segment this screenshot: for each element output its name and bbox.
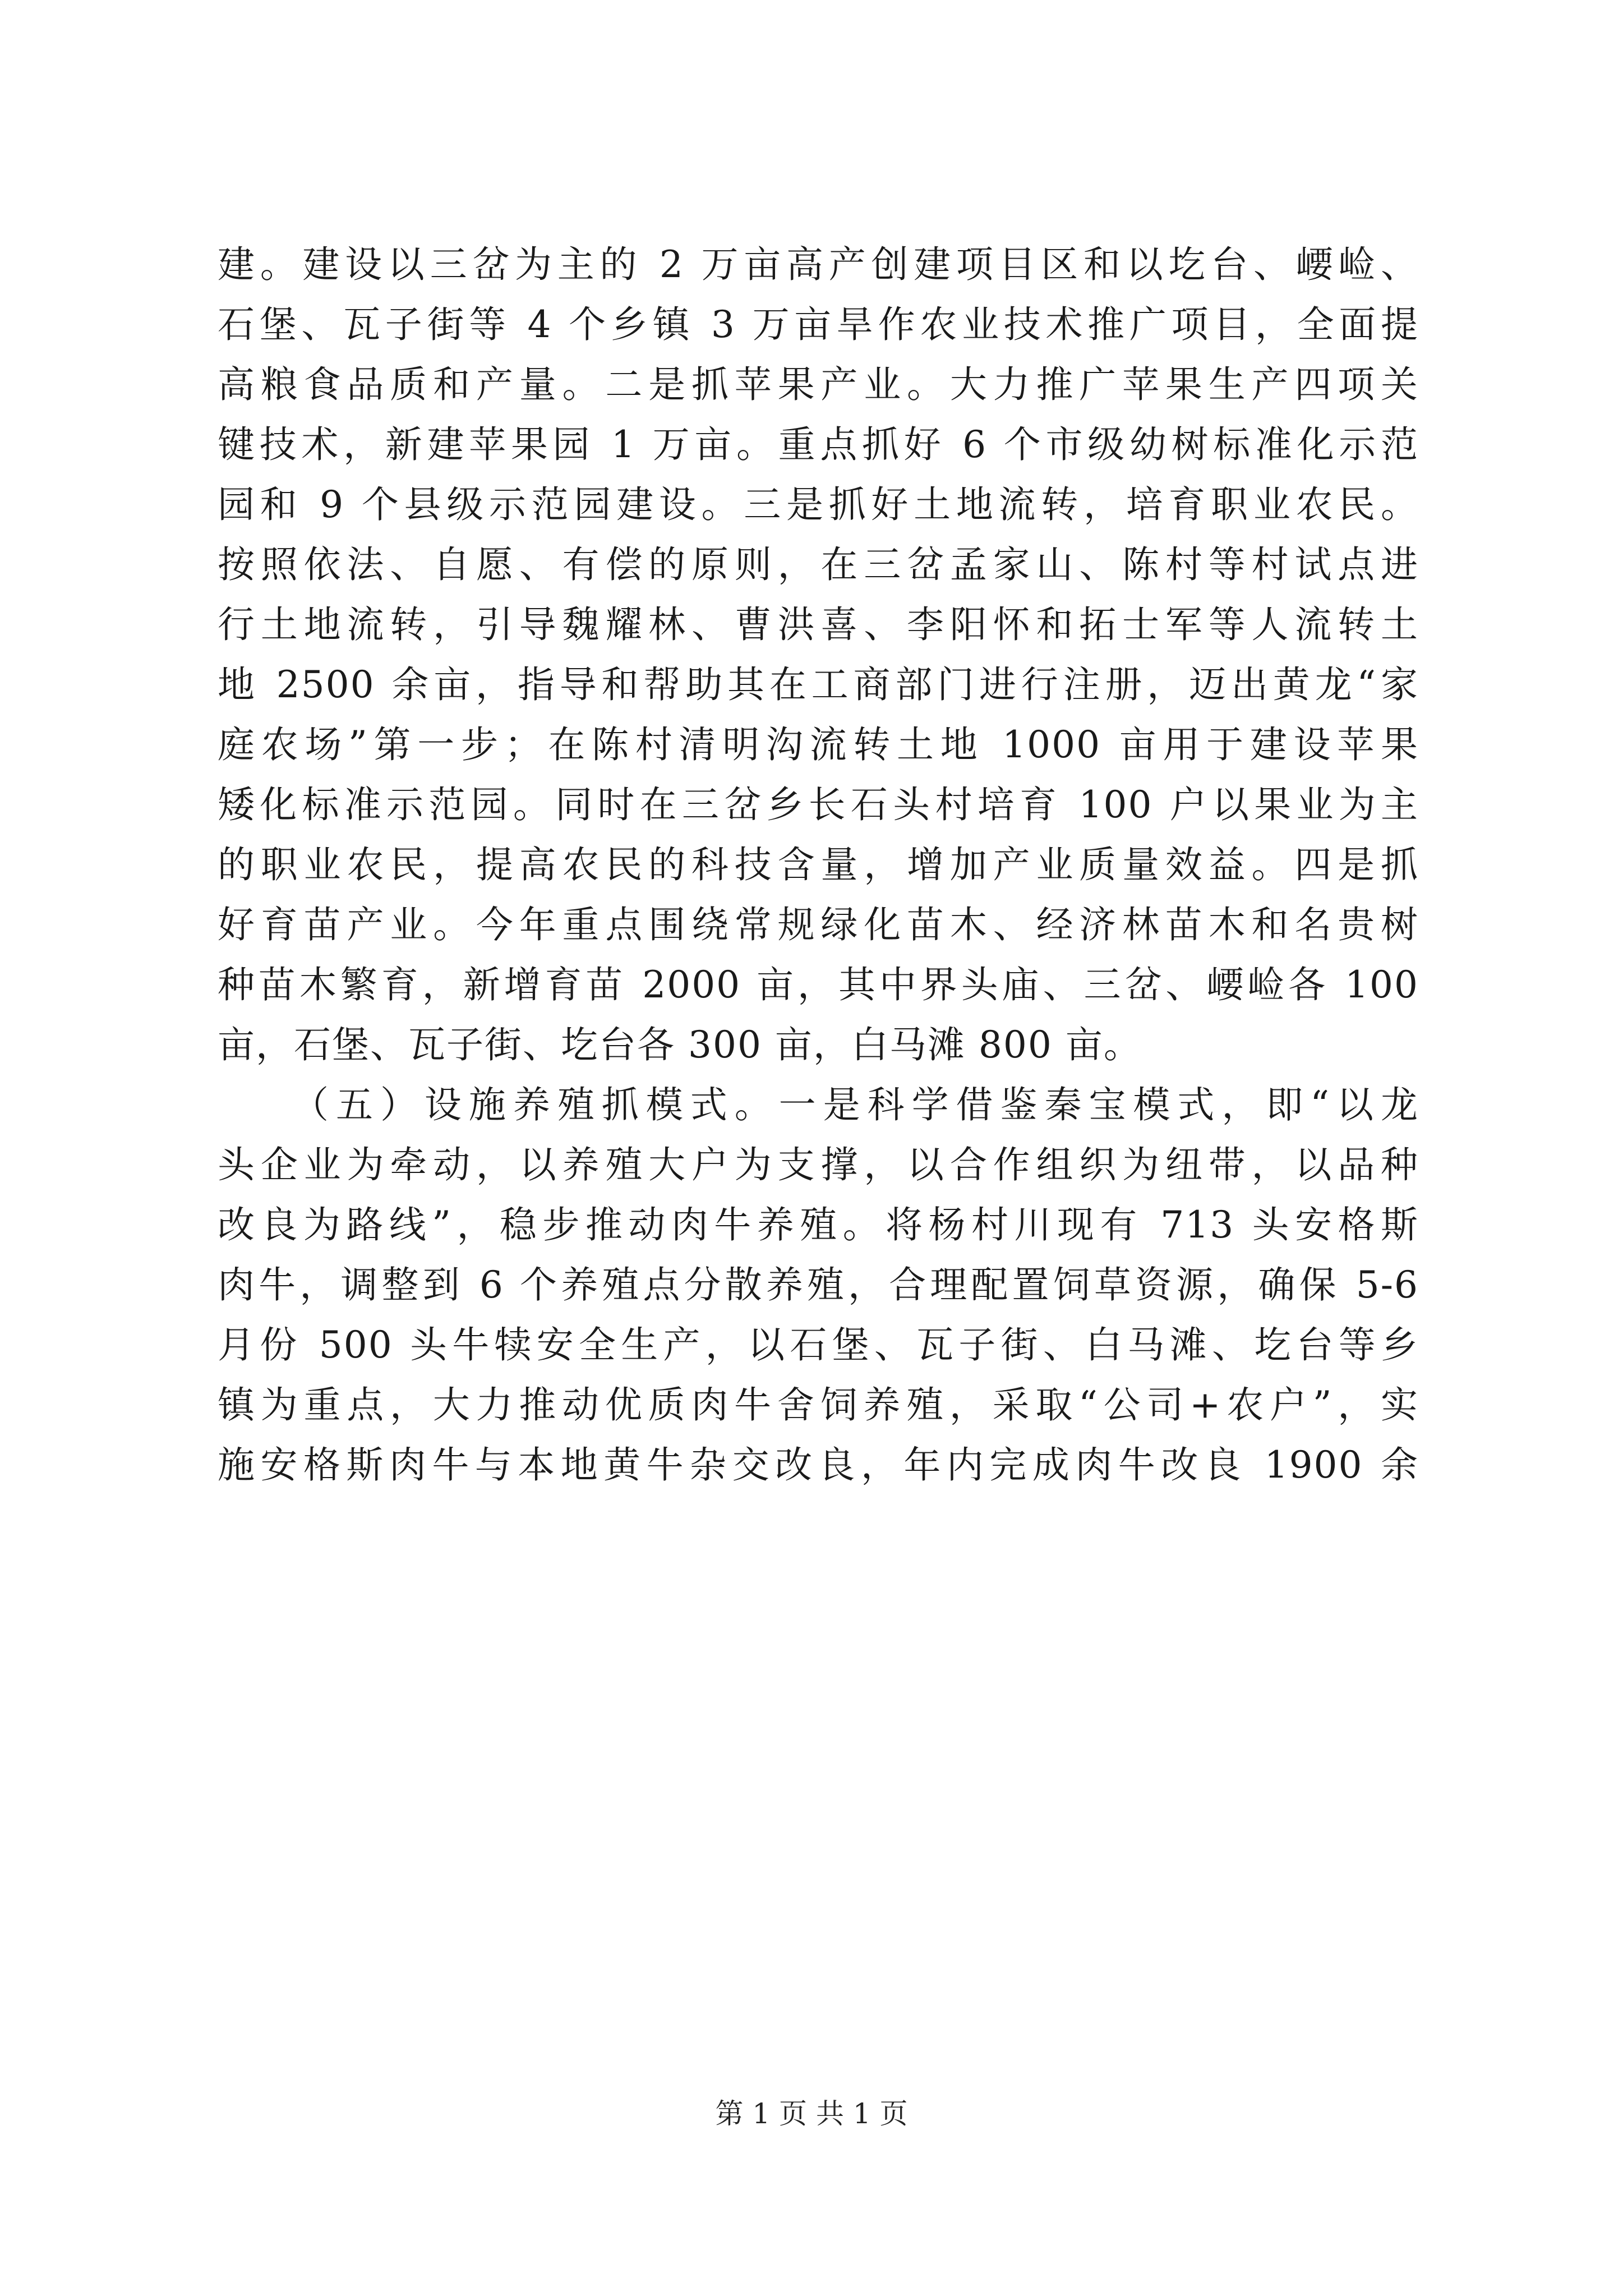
text-line: 建。建设以三岔为主的 2 万亩高产创建项目区和以圪台、崾崄、 [218, 243, 1419, 286]
text-line: 石堡、瓦子街等 4 个乡镇 3 万亩旱作农业技术推广项目，全面提 [218, 303, 1419, 346]
text-line: 键技术，新建苹果园 1 万亩。重点抓好 6 个市级幼树标准化示范 [218, 423, 1419, 466]
text-line: 镇为重点，大力推动优质肉牛舍饲养殖，采取“公司+农户”，实 [218, 1383, 1419, 1427]
text-line: 的职业农民，提高农民的科技含量，增加产业质量效益。四是抓 [218, 843, 1419, 886]
text-line: 头企业为牵动，以养殖大户为支撑，以合作组织为纽带，以品种 [218, 1143, 1419, 1186]
text-line: 肉牛，调整到 6 个养殖点分散养殖，合理配置饲草资源，确保 5-6 [218, 1263, 1419, 1306]
text-line: 改良为路线”，稳步推动肉牛养殖。将杨村川现有 713 头安格斯 [218, 1203, 1419, 1246]
text-line: 庭农场”第一步；在陈村清明沟流转土地 1000 亩用于建设苹果 [218, 723, 1419, 766]
text-line: 地 2500 余亩，指导和帮助其在工商部门进行注册，迈出黄龙“家 [218, 663, 1419, 706]
text-line: 月份 500 头牛犊安全生产，以石堡、瓦子街、白马滩、圪台等乡 [218, 1323, 1419, 1366]
text-line: 行土地流转，引导魏耀林、曹洪喜、李阳怀和拓士军等人流转土 [218, 603, 1419, 646]
paragraph-end-line: 亩，石堡、瓦子街、圪台各 300 亩，白马滩 800 亩。 [218, 1023, 1142, 1066]
text-line: 按照依法、自愿、有偿的原则，在三岔孟家山、陈村等村试点进 [218, 543, 1419, 586]
text-line: 矮化标准示范园。同时在三岔乡长石头村培育 100 户以果业为主 [218, 783, 1419, 826]
text-line: 高粮食品质和产量。二是抓苹果产业。大力推广苹果生产四项关 [218, 363, 1419, 406]
document-body [218, 234, 1419, 1495]
text-line: 好育苗产业。今年重点围绕常规绿化苗木、经济林苗木和名贵树 [218, 903, 1419, 946]
page-number-footer: 第 1 页 共 1 页 [715, 2097, 908, 2130]
text-line: 种苗木繁育，新增育苗 2000 亩，其中界头庙、三岔、崾崄各 100 [218, 963, 1419, 1006]
paragraph-start-line: （五）设施养殖抓模式。一是科学借鉴秦宝模式，即“以龙 [292, 1083, 1419, 1126]
text-line: 施安格斯肉牛与本地黄牛杂交改良，年内完成肉牛改良 1900 余 [218, 1443, 1419, 1487]
text-line: 园和 9 个县级示范园建设。三是抓好土地流转，培育职业农民。 [218, 483, 1419, 526]
